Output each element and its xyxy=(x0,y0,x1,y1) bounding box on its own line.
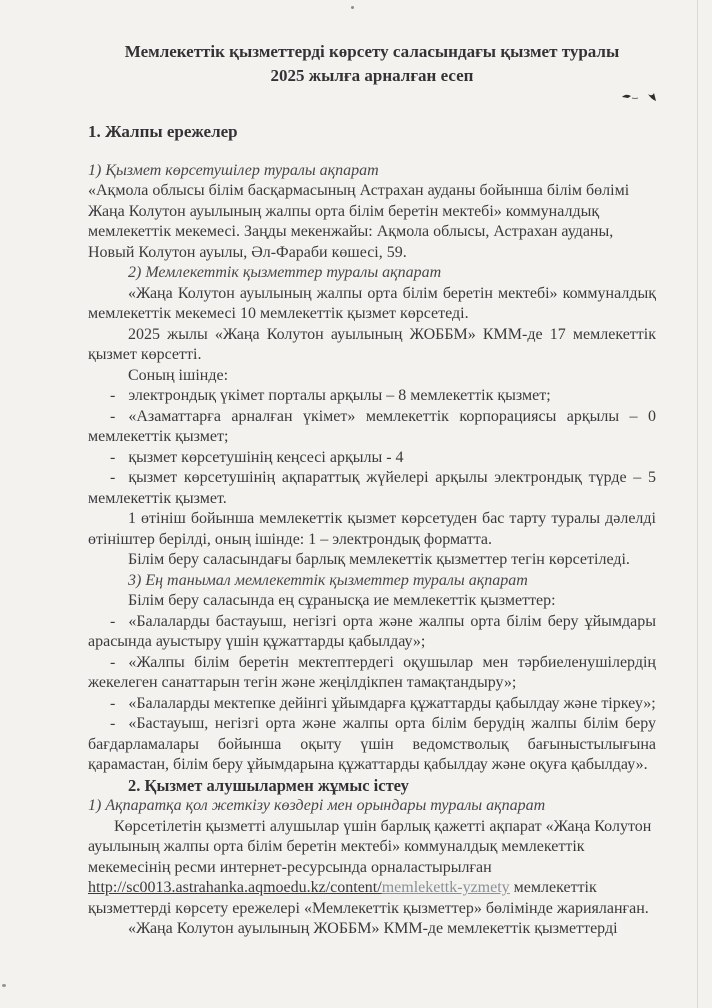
list-item-text: қызмет көрсетушінің кеңсесі арқылы - 4 xyxy=(128,448,404,466)
bullet-dash: - xyxy=(110,694,116,712)
section-2-heading: 2. Қызмет алушылармен жұмыс істеу xyxy=(128,775,409,795)
list-item-popular-2 xyxy=(88,653,656,694)
list-item-text: электрондық үкімет порталы арқылы – 8 мемлекеттік қызмет; xyxy=(128,387,551,404)
section-1-heading: 1. Жалпы ережелер xyxy=(88,122,238,141)
list-item-popular-1 xyxy=(88,612,656,653)
subsection-1-1-label: 1) Қызмет көрсетушілер туралы ақпарат xyxy=(88,161,379,179)
list-item-text: «Жалпы білім беретін мектептердегі оқушылар мен тәрбиеленушілердің жекелеген санаттарын тегін және жеңілдікпен тамақтандыру»; xyxy=(88,653,656,691)
bullet-dash: - xyxy=(110,448,116,466)
list-item-text: «Бастауыш, негізгі орта және жалпы орта білім берудің жалпы білім беру бағдарламалары бойынша оқыту үшін ведомстволық бағыныстылығына қарамастан, білім беру ұйымдарына құжаттарды қабылдау және оқуға қабылдау». xyxy=(88,715,656,773)
document-title xyxy=(88,40,656,88)
services-url-part2: memlekettk-yzmety xyxy=(381,879,510,896)
services-url-link[interactable] xyxy=(88,879,510,896)
bullet-dash: - xyxy=(110,407,116,425)
bullet-dash: - xyxy=(110,715,116,732)
info-access-paragraph xyxy=(88,817,656,920)
popular-intro-paragraph: Білім беру саласында ең сұранысқа ие мемлекеттік қызметтер: xyxy=(128,592,556,609)
scan-speck-bottom xyxy=(2,984,6,987)
list-item-channel-2 xyxy=(88,407,656,448)
list-item-channel-3 xyxy=(88,448,656,469)
document-title-line2: 2025 жылға арналған есеп xyxy=(270,66,474,85)
scan-speck-top xyxy=(351,6,354,9)
free-services-paragraph: Білім беру саласындағы барлық мемлекеттік қызметтер тегін көрсетіледі. xyxy=(128,551,630,568)
document-title-line1: Мемлекеттік қызметтерді көрсету саласындағы қызмет туралы xyxy=(124,42,620,61)
refusal-paragraph: 1 өтініш бойынша мемлекеттік қызмет көрсетуден бас тарту туралы дәлелді өтініштер берілді, оның ішінде: 1 – электрондық форматта. xyxy=(88,510,656,548)
bullet-dash: - xyxy=(110,469,116,486)
services-url-part1: http://sc0013.astrahanka.aqmoedu.kz/content/ xyxy=(88,879,382,896)
services-total-paragraph: «Жаңа Колутон ауылының жалпы орта білім беретін мектебі» коммуналдық мемлекеттік мекемесі 10 мемлекеттік қызмет көрсетеді. xyxy=(88,284,656,322)
scan-edge-line xyxy=(697,0,698,1008)
document-content xyxy=(88,40,656,940)
list-item-text: «Азаматтарға арналған үкімет» мемлекеттік корпорациясы арқылы – 0 мемлекеттік қызмет; xyxy=(88,407,656,445)
list-item-popular-4 xyxy=(88,714,656,776)
subsection-1-3-label: 3) Ең танымал мемлекеттік қызметтер туралы ақпарат xyxy=(128,571,528,589)
bullet-dash: - xyxy=(110,653,116,671)
list-item-popular-3 xyxy=(88,694,656,715)
bullet-dash: - xyxy=(110,387,116,404)
bullet-dash: - xyxy=(110,612,116,630)
closing-paragraph: «Жаңа Колутон ауылының ЖОББМ» КММ-де мемлекеттік қызметтерді xyxy=(128,920,618,937)
subsection-1-2-label: 2) Мемлекеттік қызметтер туралы ақпарат xyxy=(128,264,442,281)
list-item-text: «Балаларды бастауыш, негізгі орта және жалпы орта білім беру ұйымдары арасында ауыстыру үшін құжаттарды қабылдау»; xyxy=(88,612,656,650)
list-item-channel-1 xyxy=(88,386,656,407)
list-item-text: қызмет көрсетушінің ақпараттық жүйелері арқылы электрондық түрде – 5 мемлекеттік қызмет. xyxy=(88,469,656,507)
list-item-text: «Балаларды мектепке дейінгі ұйымдарға құжаттарды қабылдау және тіркеу»; xyxy=(128,694,656,712)
services-2025-paragraph: 2025 жылы «Жаңа Колутон ауылының ЖОББМ» КММ-де 17 мемлекеттік қызмет көрсетті. xyxy=(88,325,656,363)
including-label: Соның ішінде: xyxy=(128,366,229,384)
list-item-channel-4 xyxy=(88,468,656,509)
subsection-2-1-label: 1) Ақпаратқа қол жеткізу көздері мен орындары туралы ақпарат xyxy=(88,797,546,814)
info-access-text-pre: Көрсетілетін қызметті алушылар үшін барлық қажетті ақпарат «Жаңа Колутон ауылының жалпы орта білім беретін мектебі» коммуналдық мемлекеттік мекемесінің ресми интернет-ресурсында орналастырылған xyxy=(88,817,652,876)
provider-info-paragraph: «Ақмола облысы білім басқармасының Астрахан ауданы бойынша білім бөлімі Жаңа Колутон ауылының жалпы орта білім беретін мектебі» коммуналдық мемлекеттік мекемесі. Заңды мекенжайы: Ақмола облысы, Астрахан ауданы, Новый Колутон ауылы, Әл-Фараби көшесі, 59. xyxy=(88,182,630,261)
info-access-text-post: мемлекеттік қызметтерді көрсету ережелері «Мемлекеттік қызметтер» бөлімінде жарияланған. xyxy=(88,879,649,917)
